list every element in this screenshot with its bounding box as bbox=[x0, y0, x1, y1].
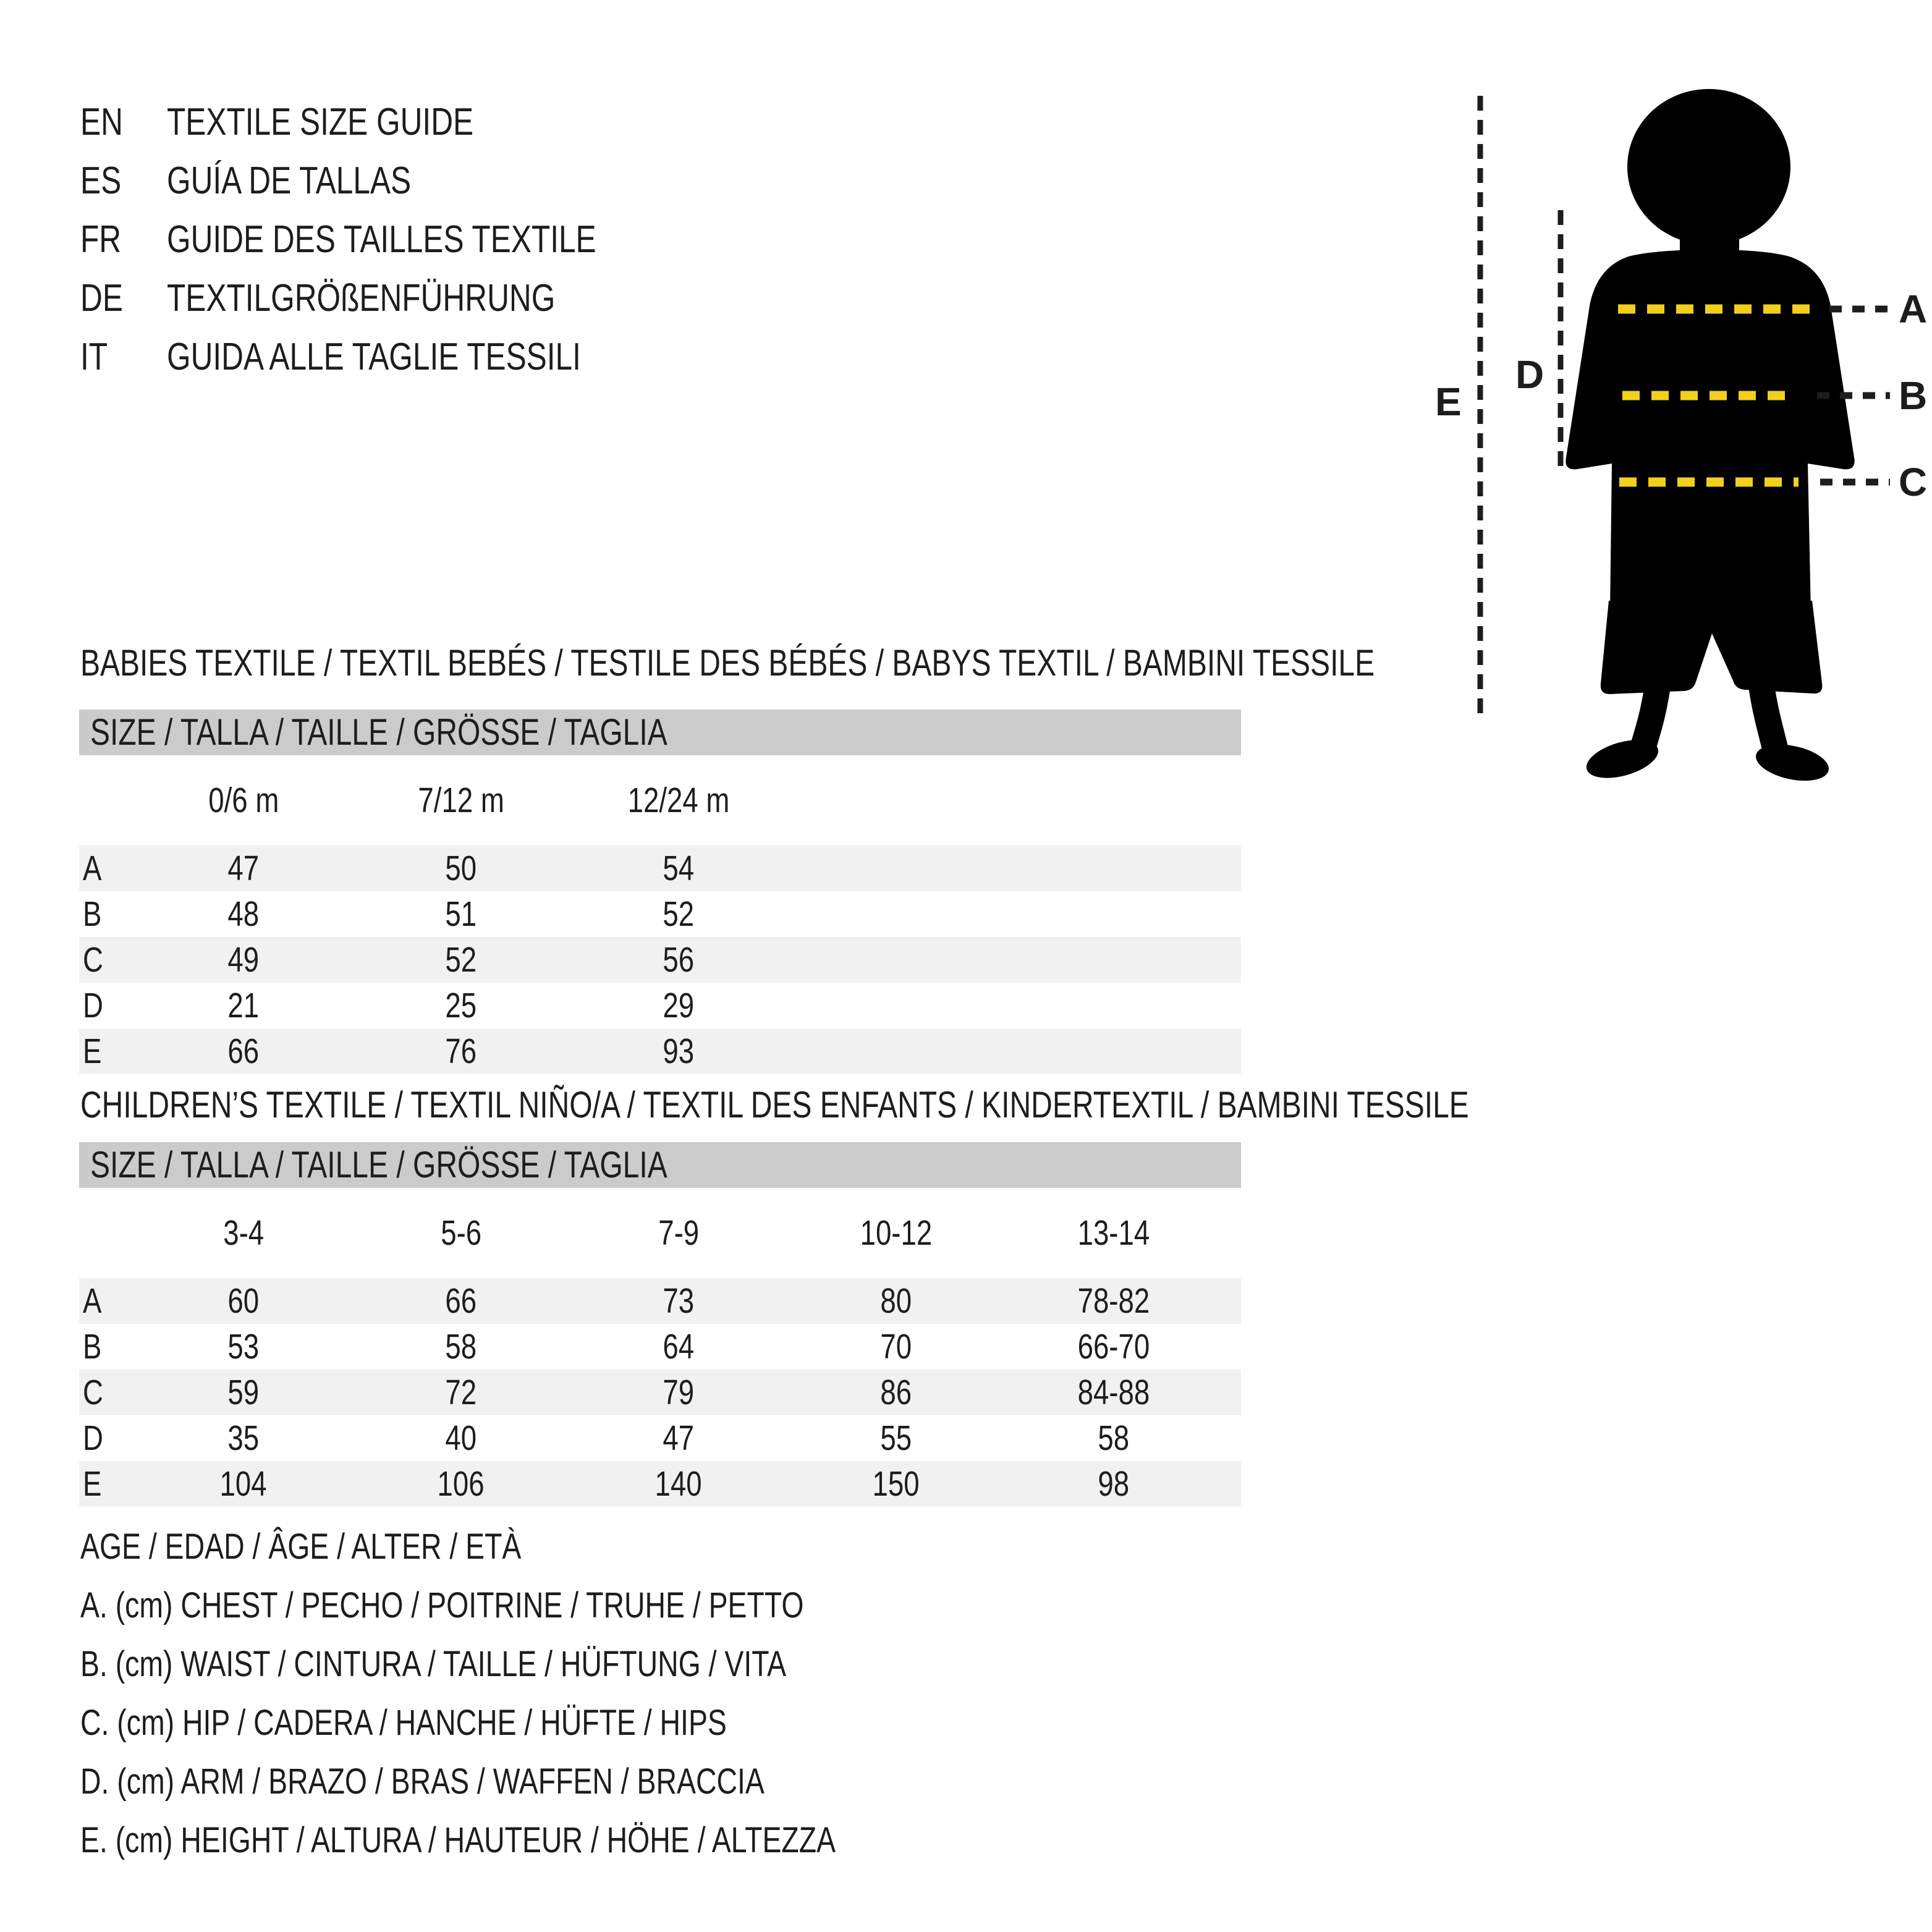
measurement-legend bbox=[80, 1517, 1025, 1870]
table-cell: 56 bbox=[663, 940, 695, 980]
table-cell: 79 bbox=[663, 1373, 695, 1412]
table-cell: 86 bbox=[880, 1373, 912, 1412]
row-label: A bbox=[83, 849, 102, 888]
babies-section-title-text: BABIES TEXTILE / TEXTIL BEBÉS / TESTILE DES BÉBÉS / BABYS TEXTIL / BAMBINI TESSILE bbox=[80, 642, 1375, 684]
table-cell: 21 bbox=[227, 986, 260, 1025]
babies-section-title bbox=[80, 642, 1698, 684]
language-row bbox=[80, 151, 703, 210]
row-label: E bbox=[83, 1032, 102, 1071]
legend-line: E. (cm) HEIGHT / ALTURA / HAUTEUR / HÖHE / ALTEZZA bbox=[80, 1820, 836, 1860]
table-row bbox=[79, 891, 1241, 937]
column-header: 3-4 bbox=[223, 1213, 264, 1253]
table-cell: 106 bbox=[437, 1464, 485, 1504]
table-cell: 72 bbox=[445, 1373, 477, 1412]
table-cell: 66 bbox=[227, 1032, 260, 1071]
table-cell: 64 bbox=[663, 1327, 695, 1366]
row-label: A bbox=[83, 1281, 102, 1321]
table-cell: 58 bbox=[1098, 1418, 1130, 1458]
table-cell: 54 bbox=[663, 849, 695, 888]
figure-label-e: E bbox=[1435, 379, 1462, 424]
language-code: ES bbox=[80, 159, 122, 202]
table-cell: 59 bbox=[227, 1373, 260, 1412]
babies-size-table bbox=[79, 710, 1241, 1074]
table-cell: 52 bbox=[663, 894, 695, 934]
babies-size-header-text: SIZE / TALLA / TAILLE / GRÖSSE / TAGLIA bbox=[90, 711, 667, 753]
language-row bbox=[80, 93, 703, 151]
table-cell: 49 bbox=[227, 940, 260, 980]
language-code: DE bbox=[80, 277, 123, 320]
legend-line: D. (cm) ARM / BRAZO / BRAS / WAFFEN / BRACCIA bbox=[80, 1761, 765, 1802]
table-row bbox=[79, 1461, 1241, 1507]
table-cell: 84-88 bbox=[1077, 1373, 1150, 1412]
legend-line: A. (cm) CHEST / PECHO / POITRINE / TRUHE / PETTO bbox=[80, 1585, 804, 1625]
language-code: IT bbox=[80, 336, 108, 378]
column-header: 13-14 bbox=[1077, 1213, 1150, 1253]
table-cell: 53 bbox=[227, 1327, 260, 1366]
row-label: C bbox=[83, 940, 103, 980]
babies-column-headers bbox=[79, 755, 1241, 845]
table-cell: 104 bbox=[219, 1464, 268, 1504]
language-title: GUIDE DES TAILLES TEXTILE bbox=[167, 218, 596, 261]
column-header-row bbox=[79, 1188, 1241, 1278]
table-cell: 50 bbox=[445, 849, 477, 888]
column-header: 0/6 m bbox=[208, 781, 279, 820]
language-title: TEXTILE SIZE GUIDE bbox=[167, 101, 474, 143]
table-row bbox=[79, 1324, 1241, 1370]
table-cell: 140 bbox=[655, 1464, 703, 1504]
table-cell: 58 bbox=[445, 1327, 477, 1366]
table-cell: 48 bbox=[227, 894, 260, 934]
figure-label-c: C bbox=[1899, 460, 1928, 504]
figure-label-d: D bbox=[1515, 352, 1544, 397]
babies-rows bbox=[79, 845, 1241, 1074]
children-column-headers bbox=[79, 1188, 1241, 1278]
figure-label-a: A bbox=[1899, 287, 1928, 331]
language-title: GUÍA DE TALLAS bbox=[167, 159, 412, 202]
row-label: E bbox=[83, 1464, 102, 1504]
column-header-row bbox=[79, 755, 1241, 845]
language-title-block bbox=[80, 93, 703, 386]
column-header: 12/24 m bbox=[627, 781, 730, 820]
babies-size-header-bar bbox=[79, 710, 1241, 755]
table-cell: 76 bbox=[445, 1032, 477, 1071]
table-cell: 25 bbox=[445, 986, 477, 1025]
table-row bbox=[79, 1278, 1241, 1324]
table-cell: 47 bbox=[663, 1418, 695, 1458]
table-row bbox=[79, 983, 1241, 1028]
table-cell: 73 bbox=[663, 1281, 695, 1321]
table-cell: 150 bbox=[872, 1464, 920, 1504]
table-row bbox=[79, 937, 1241, 983]
table-cell: 70 bbox=[880, 1327, 912, 1366]
language-title: TEXTILGRÖßENFÜHRUNG bbox=[167, 277, 556, 320]
table-cell: 40 bbox=[445, 1418, 477, 1458]
table-cell: 29 bbox=[663, 986, 695, 1025]
table-row bbox=[79, 1028, 1241, 1074]
table-cell: 78-82 bbox=[1077, 1281, 1150, 1321]
legend-line: B. (cm) WAIST / CINTURA / TAILLE / HÜFTUNG / VITA bbox=[80, 1644, 787, 1684]
column-header: 7-9 bbox=[658, 1213, 699, 1253]
legend-line: AGE / EDAD / ÂGE / ALTER / ETÀ bbox=[80, 1527, 522, 1567]
children-size-header-text: SIZE / TALLA / TAILLE / GRÖSSE / TAGLIA bbox=[90, 1144, 667, 1185]
table-cell: 52 bbox=[445, 940, 477, 980]
row-label: D bbox=[83, 986, 103, 1025]
table-cell: 93 bbox=[663, 1032, 695, 1071]
language-row bbox=[80, 210, 703, 269]
table-cell: 51 bbox=[445, 894, 477, 934]
table-cell: 66-70 bbox=[1077, 1327, 1150, 1366]
table-row bbox=[79, 845, 1241, 891]
column-header: 10-12 bbox=[860, 1213, 933, 1253]
table-cell: 80 bbox=[880, 1281, 912, 1321]
row-label: B bbox=[83, 894, 102, 934]
language-row bbox=[80, 269, 703, 328]
children-size-table bbox=[79, 1142, 1241, 1507]
language-row bbox=[80, 328, 703, 386]
table-cell: 55 bbox=[880, 1418, 912, 1458]
table-cell: 60 bbox=[227, 1281, 260, 1321]
row-label: C bbox=[83, 1373, 103, 1412]
column-header: 7/12 m bbox=[418, 781, 504, 820]
legend-line: C. (cm) HIP / CADERA / HANCHE / HÜFTE / HIPS bbox=[80, 1703, 727, 1743]
table-cell: 47 bbox=[227, 849, 260, 888]
row-label: B bbox=[83, 1327, 102, 1366]
children-rows bbox=[79, 1278, 1241, 1507]
language-code: EN bbox=[80, 101, 123, 143]
table-cell: 35 bbox=[227, 1418, 260, 1458]
children-section-title-text: CHILDREN’S TEXTILE / TEXTIL NIÑO/A / TEXTIL DES ENFANTS / KINDERTEXTIL / BAMBINI TESSILE bbox=[80, 1084, 1469, 1125]
table-cell: 98 bbox=[1098, 1464, 1130, 1504]
row-label: D bbox=[83, 1418, 103, 1458]
figure-label-b: B bbox=[1899, 373, 1928, 418]
children-section-title bbox=[80, 1083, 1816, 1126]
column-header: 5-6 bbox=[441, 1213, 481, 1253]
table-cell: 66 bbox=[445, 1281, 477, 1321]
language-code: FR bbox=[80, 218, 122, 261]
table-row bbox=[79, 1370, 1241, 1415]
table-row bbox=[79, 1415, 1241, 1461]
language-title: GUIDA ALLE TAGLIE TESSILI bbox=[167, 336, 581, 378]
children-size-header-bar bbox=[79, 1142, 1241, 1188]
